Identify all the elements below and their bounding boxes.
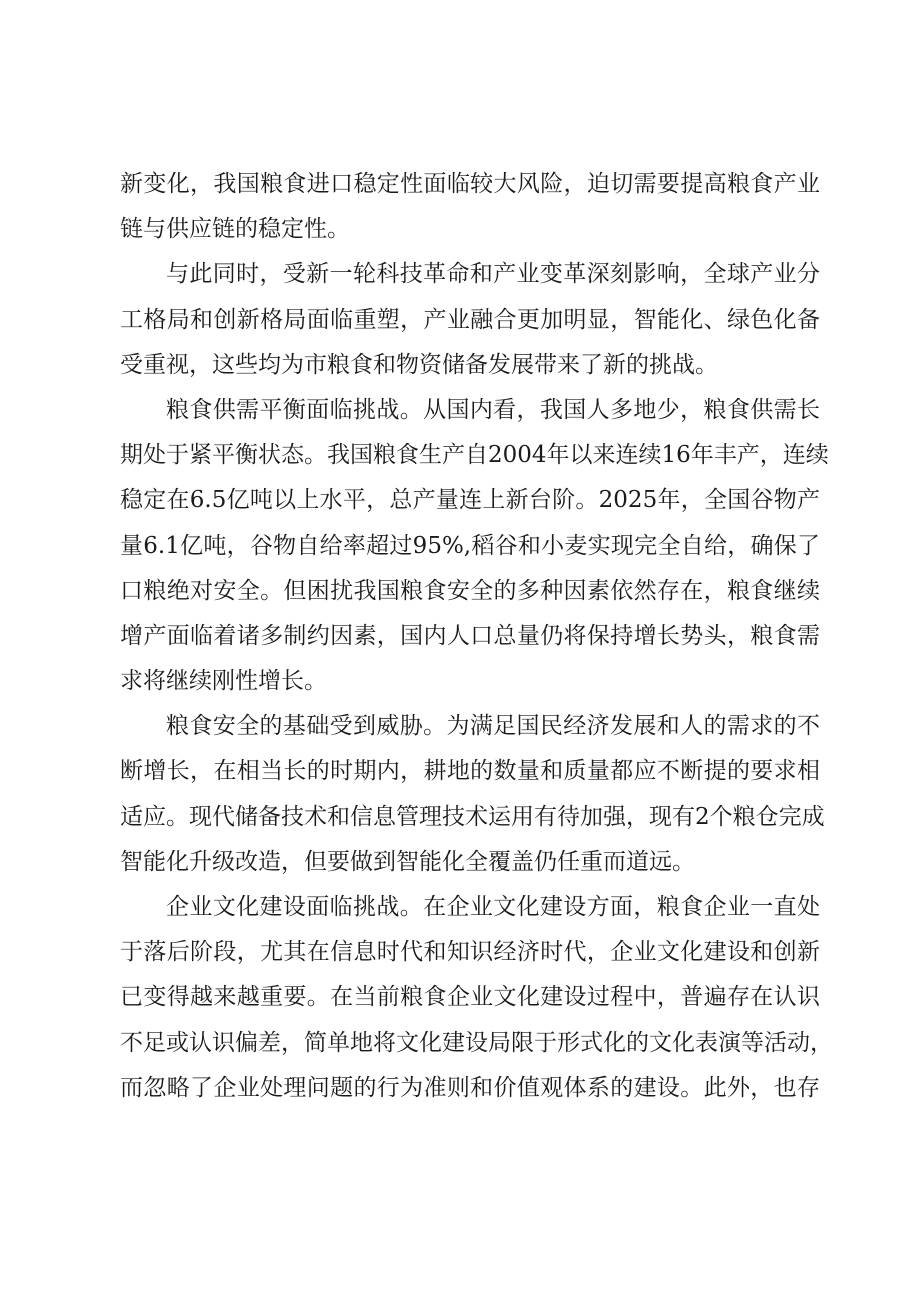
paragraph-2-line-3: 受重视，这些均为市粮食和物资储备发展带来了新的挑战。	[120, 351, 718, 378]
paragraph-4-line-2: 断增长，在相当长的时期内，耕地的数量和质量都应不断提的要求相	[120, 758, 820, 785]
paragraph-3-line-2: 期处于紧平衡状态。我国粮食生产自2004年以来连续16年丰产，连续	[120, 442, 829, 469]
paragraph-3-line-6: 增产面临着诸多制约因素，国内人口总量仍将保持增长势头，粮食需	[120, 622, 820, 649]
paragraph-1-line-1: 新变化，我国粮食进口稳定性面临较大风险，迫切需要提高粮食产业	[120, 171, 820, 197]
paragraph-3-line-7: 求将继续刚性增长。	[120, 668, 327, 695]
document-body	[120, 162, 833, 1111]
paragraph-3-line-3: 稳定在6.5亿吨以上水平，总产量连上新台阶。2025年，全国谷物产	[120, 487, 820, 514]
paragraph-5-line-5: 而忽略了企业处理问题的行为准则和价值观体系的建设。此外，也存	[120, 1074, 820, 1101]
paragraph-4-line-3: 适应。现代储备技术和信息管理技术运用有待加强，现有2个粮仓完成	[120, 803, 825, 830]
paragraph-3-line-1: 粮食供需平衡面临挑战。从国内看，我国人多地少，粮食供需长	[166, 396, 820, 423]
paragraph-4-line-4: 智能化升级改造，但要做到智能化全覆盖仍任重而道远。	[120, 848, 695, 875]
paragraph-3-line-4: 量6.1亿吨，谷物自给率超过95%,稻谷和小麦实现完全自给，确保了	[120, 532, 820, 559]
paragraph-5-line-1: 企业文化建设面临挑战。在企业文化建设方面，粮食企业一直处	[166, 894, 820, 920]
paragraph-5-line-3: 已变得越来越重要。在当前粮食企业文化建设过程中，普遍存在认识	[120, 984, 820, 1011]
paragraph-5-line-2: 于落后阶段，尤其在信息时代和知识经济时代，企业文化建设和创新	[120, 939, 820, 966]
paragraph-1-line-2: 链与供应链的稳定性。	[120, 216, 350, 243]
paragraph-4-line-1: 粮食安全的基础受到威胁。为满足国民经济发展和人的需求的不	[166, 713, 820, 740]
paragraph-2-line-2: 工格局和创新格局面临重塑，产业融合更加明显，智能化、绿色化备	[120, 306, 820, 333]
paragraph-5-line-4: 不足或认识偏差，简单地将文化建设局限于形式化的文化表演等活动，	[120, 1029, 833, 1056]
paragraph-3-line-5: 口粮绝对安全。但困扰我国粮食安全的多种因素依然存在，粮食继续	[120, 577, 820, 604]
paragraph-2-line-1: 与此同时，受新一轮科技革命和产业变革深刻影响，全球产业分	[166, 261, 820, 288]
